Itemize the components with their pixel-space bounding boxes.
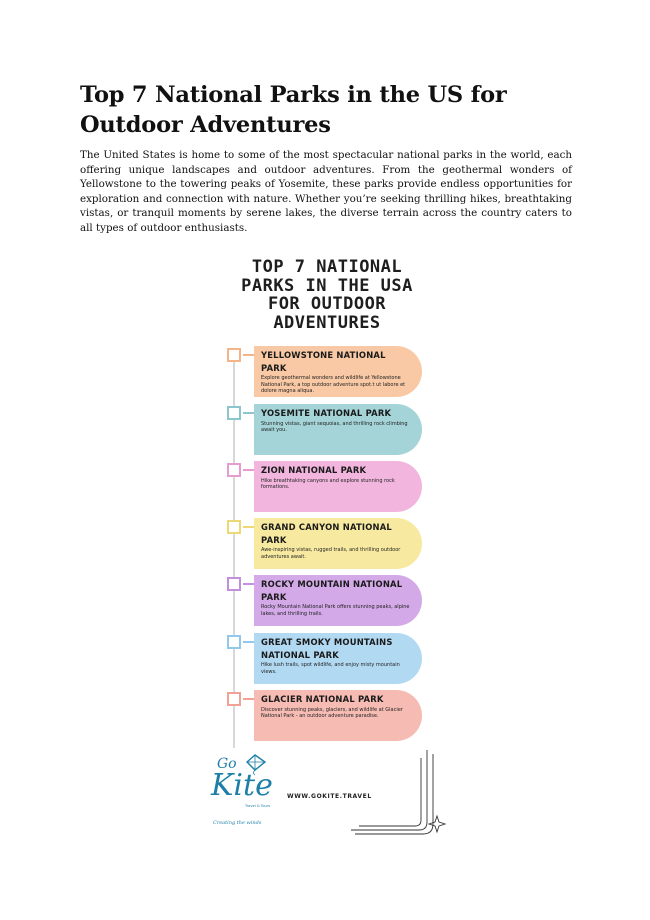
infographic-title-line: PARKS IN THE USA	[241, 275, 413, 296]
infographic-title-line: ADVENTURES	[273, 312, 381, 333]
infographic-title-line: TOP 7 NATIONAL	[251, 257, 403, 277]
logo-tagline: Creating the winds	[213, 820, 262, 826]
timeline-marker	[227, 348, 241, 362]
park-description: Stunning vistas, giant sequoias, and thrilling rock climbing await you.	[261, 420, 408, 434]
park-description: Discover stunning peaks, glaciers, and wildlife at Glacier National Park - an outdoor adventure paradise.	[261, 706, 403, 720]
logo-subtitle: Travel & Tours	[245, 804, 271, 808]
park-name: YOSEMITE NATIONAL PARK	[261, 408, 392, 418]
timeline-marker	[227, 692, 241, 706]
park-description: Awe-inspiring vistas, rugged trails, and thrilling outdoor adventures await.	[261, 547, 401, 560]
park-card	[254, 461, 422, 512]
park-description: Hike lush trails, spot wildlife, and enjoy misty mountain views.	[261, 662, 400, 675]
infographic-title	[207, 258, 447, 332]
logo-go-text: Go	[217, 756, 237, 772]
timeline-marker	[227, 406, 241, 420]
intro-paragraph: The United States is home to some of the most spectacular national parks in the world, each offering unique landscapes and outdoor adventures. From the geothermal wonders of Yellowstone to the towering peaks of Yosemite, these parks provide endless opportunities for exploration and connection with nature. Whether you’re seeking thrilling hikes, breathtaking vistas, or tranquil moments by serene lakes, the diverse terrain across the country caters to all types of outdoor enthusiasts.	[80, 149, 572, 234]
park-card	[254, 404, 422, 455]
infographic	[207, 252, 447, 848]
park-name: GRAND CANYON NATIONAL PARK	[261, 522, 392, 545]
logo-kite-text: Kite	[211, 768, 273, 803]
park-description: Explore geothermal wonders and wildlife at Yellowstone National Park, a top outdoor adventure spot.t ut labore et dolore magna aliqua.	[261, 375, 406, 395]
page-title: Top 7 National Parks in the US for Outdoor Adventures	[80, 82, 507, 138]
park-description: Rocky Mountain National Park offers stunning peaks, alpine lakes, and thrilling trails.	[261, 604, 410, 617]
infographic-title-line: FOR OUTDOOR	[267, 294, 387, 314]
timeline-marker	[227, 520, 241, 534]
park-name: YELLOWSTONE NATIONAL PARK	[261, 350, 386, 373]
timeline-marker	[227, 577, 241, 591]
park-name: GREAT SMOKY MOUNTAINS NATIONAL PARK	[261, 637, 393, 660]
park-name: GLACIER NATIONAL PARK	[261, 694, 384, 704]
gokite-logo	[207, 754, 277, 846]
park-card	[254, 518, 422, 569]
park-card	[254, 346, 422, 397]
park-card	[254, 690, 422, 741]
website-url: WWW.GOKITE.TRAVEL	[287, 793, 372, 800]
timeline-marker	[227, 463, 241, 477]
park-description: Hike breathtaking canyons and explore stunning rock formations.	[261, 477, 395, 491]
decorative-frame-lines	[347, 748, 447, 838]
park-name: ZION NATIONAL PARK	[261, 465, 367, 475]
park-card	[254, 575, 422, 626]
park-name: ROCKY MOUNTAIN NATIONAL PARK	[261, 579, 403, 602]
timeline-marker	[227, 635, 241, 649]
park-card	[254, 633, 422, 684]
